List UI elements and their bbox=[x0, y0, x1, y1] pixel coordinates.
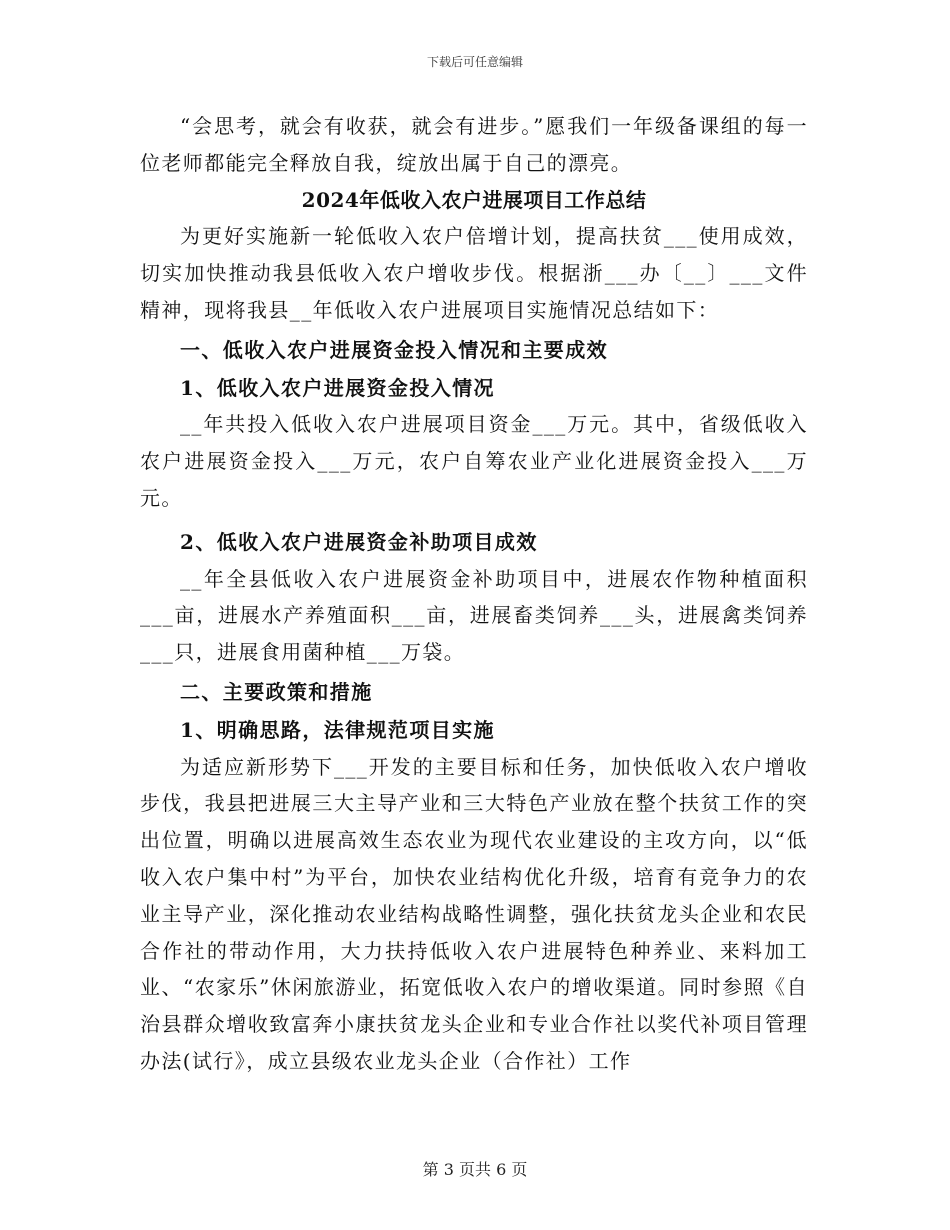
intro-paragraph: “会思考，就会有收获，就会有进步。”愿我们一年级备课组的每一位老师都能完全释放自我，绽放出属于自己的漂亮。 bbox=[140, 114, 808, 175]
document-body bbox=[140, 108, 808, 1080]
section-1-2-heading: 2、低收入农户进展资金补助项目成效 bbox=[180, 529, 538, 554]
lead-paragraph: 为更好实施新一轮低收入农户倍增计划，提高扶贫___使用成效，切实加快推动我县低收入农户增收步伐。根据浙___办〔__〕___文件精神，现将我县__年低收入农户进展项目实施情况总结如下： bbox=[140, 224, 808, 322]
page-header: 下载后可任意编辑 bbox=[426, 55, 523, 69]
section-2-1-heading: 1、明确思路，法律规范项目实施 bbox=[180, 717, 495, 742]
section-1-2-text: __年全县低收入农户进展资金补助项目中，进展农作物种植面积___亩，进展水产养殖面积___亩，进展畜类饲养___头，进展禽类饲养___只，进展食用菌种植___万袋。 bbox=[140, 566, 808, 665]
section-1-1-heading: 1、低收入农户进展资金投入情况 bbox=[180, 375, 495, 400]
section-1-heading: 一、低收入农户进展资金投入情况和主要成效 bbox=[180, 337, 608, 362]
document-title: 2024年低收入农户进展项目工作总结 bbox=[301, 187, 647, 212]
section-2-1-text: 为适应新形势下___开发的主要目标和任务，加快低收入农户增收步伐，我县把进展三大主导产业和三大特色产业放在整个扶贫工作的突出位置，明确以进展高效生态农业为现代农业建设的主攻方向，以“低收入农户集中村”为平台，加快农业结构优化升级，培育有竞争力的农业主导产业，深化推动农业结构战略性调整，强化扶贫龙头企业和农民合作社的带动作用，大力扶持低收入农户进展特色种养业、来料加工业、“农家乐”休闲旅游业，拓宽低收入农户的增收渠道。同时参照《自治县群众增收致富奔小康扶贫龙头企业和专业合作社以奖代补项目管理办法(试行》，成立县级农业龙头企业（合作社）工作 bbox=[140, 754, 808, 1073]
page-footer: 第 3 页共 6 页 bbox=[422, 1160, 528, 1179]
spacer bbox=[140, 517, 808, 523]
section-2-heading: 二、主要政策和措施 bbox=[180, 679, 373, 704]
section-1-1-text: __年共投入低收入农户进展项目资金___万元。其中，省级低收入农户进展资金投入___万元，农户自筹农业产业化进展资金投入___万元。 bbox=[140, 412, 808, 510]
